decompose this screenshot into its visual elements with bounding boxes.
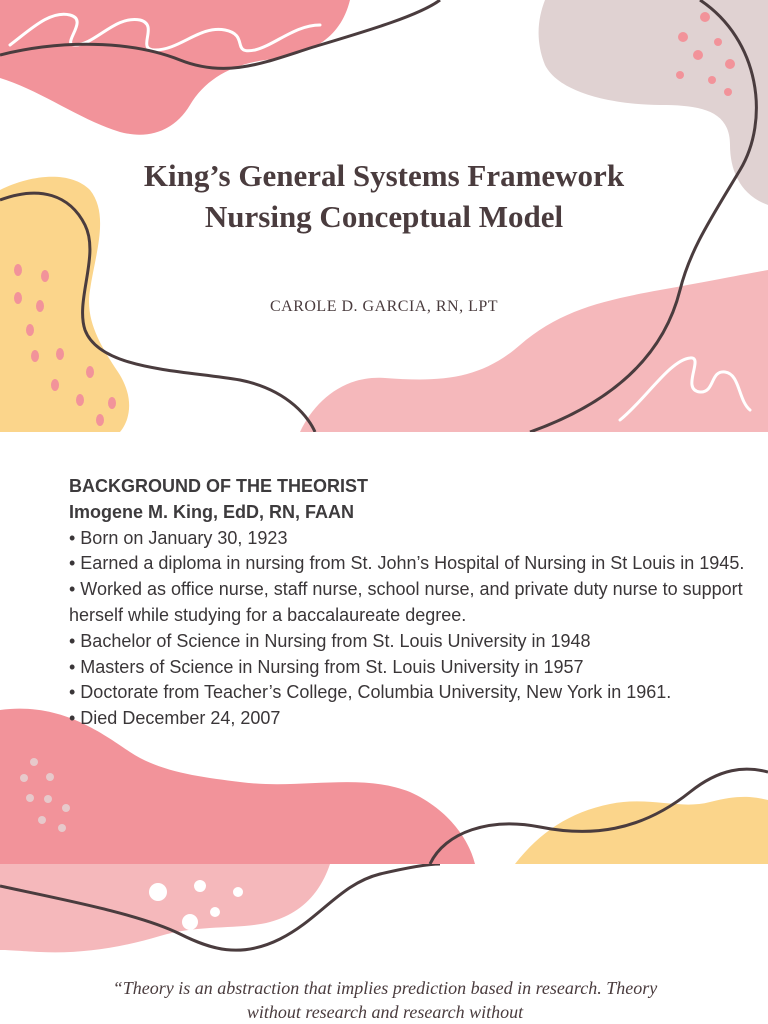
bullet-died: • Died December 24, 2007 bbox=[69, 708, 281, 729]
title-line-2: Nursing Conceptual Model bbox=[204, 199, 564, 234]
bullet-doctorate: • Doctorate from Teacher’s College, Columbia University, New York in 1961. bbox=[69, 682, 672, 703]
pink-blob-bottom-left bbox=[0, 709, 475, 864]
bullet-bachelor: • Bachelor of Science in Nursing from St. Louis University in 1948 bbox=[69, 630, 591, 651]
author-name: CAROLE D. GARCIA, RN, LPT bbox=[269, 298, 499, 315]
bullet-work: • Worked as office nurse, staff nurse, school nurse, and private duty nurse to support herself while studying for a baccalaureate degree. bbox=[69, 579, 743, 625]
section-heading: BACKGROUND OF THE THEORIST bbox=[69, 476, 368, 496]
bullet-masters: • Masters of Science in Nursing from St. Louis University in 1957 bbox=[69, 656, 584, 677]
theory-quote: “Theory is an abstraction that implies prediction based in research. Theory without research and research without bbox=[112, 978, 658, 1022]
bullet-diploma: • Earned a diploma in nursing from St. John’s Hospital of Nursing in St Louis in 1945. bbox=[69, 553, 745, 574]
theorist-background bbox=[69, 474, 749, 732]
background-slide bbox=[0, 432, 768, 864]
slide-title bbox=[0, 155, 768, 237]
pink-blob-top-left bbox=[0, 0, 350, 135]
quote-slide bbox=[0, 864, 768, 1024]
title-slide bbox=[0, 0, 768, 432]
title-line-1: King’s General Systems Framework bbox=[143, 158, 625, 193]
bullet-born: • Born on January 30, 1923 bbox=[69, 527, 288, 548]
theorist-name: Imogene M. King, EdD, RN, FAAN bbox=[69, 501, 355, 522]
pink-blob-bottom-right bbox=[300, 270, 768, 432]
